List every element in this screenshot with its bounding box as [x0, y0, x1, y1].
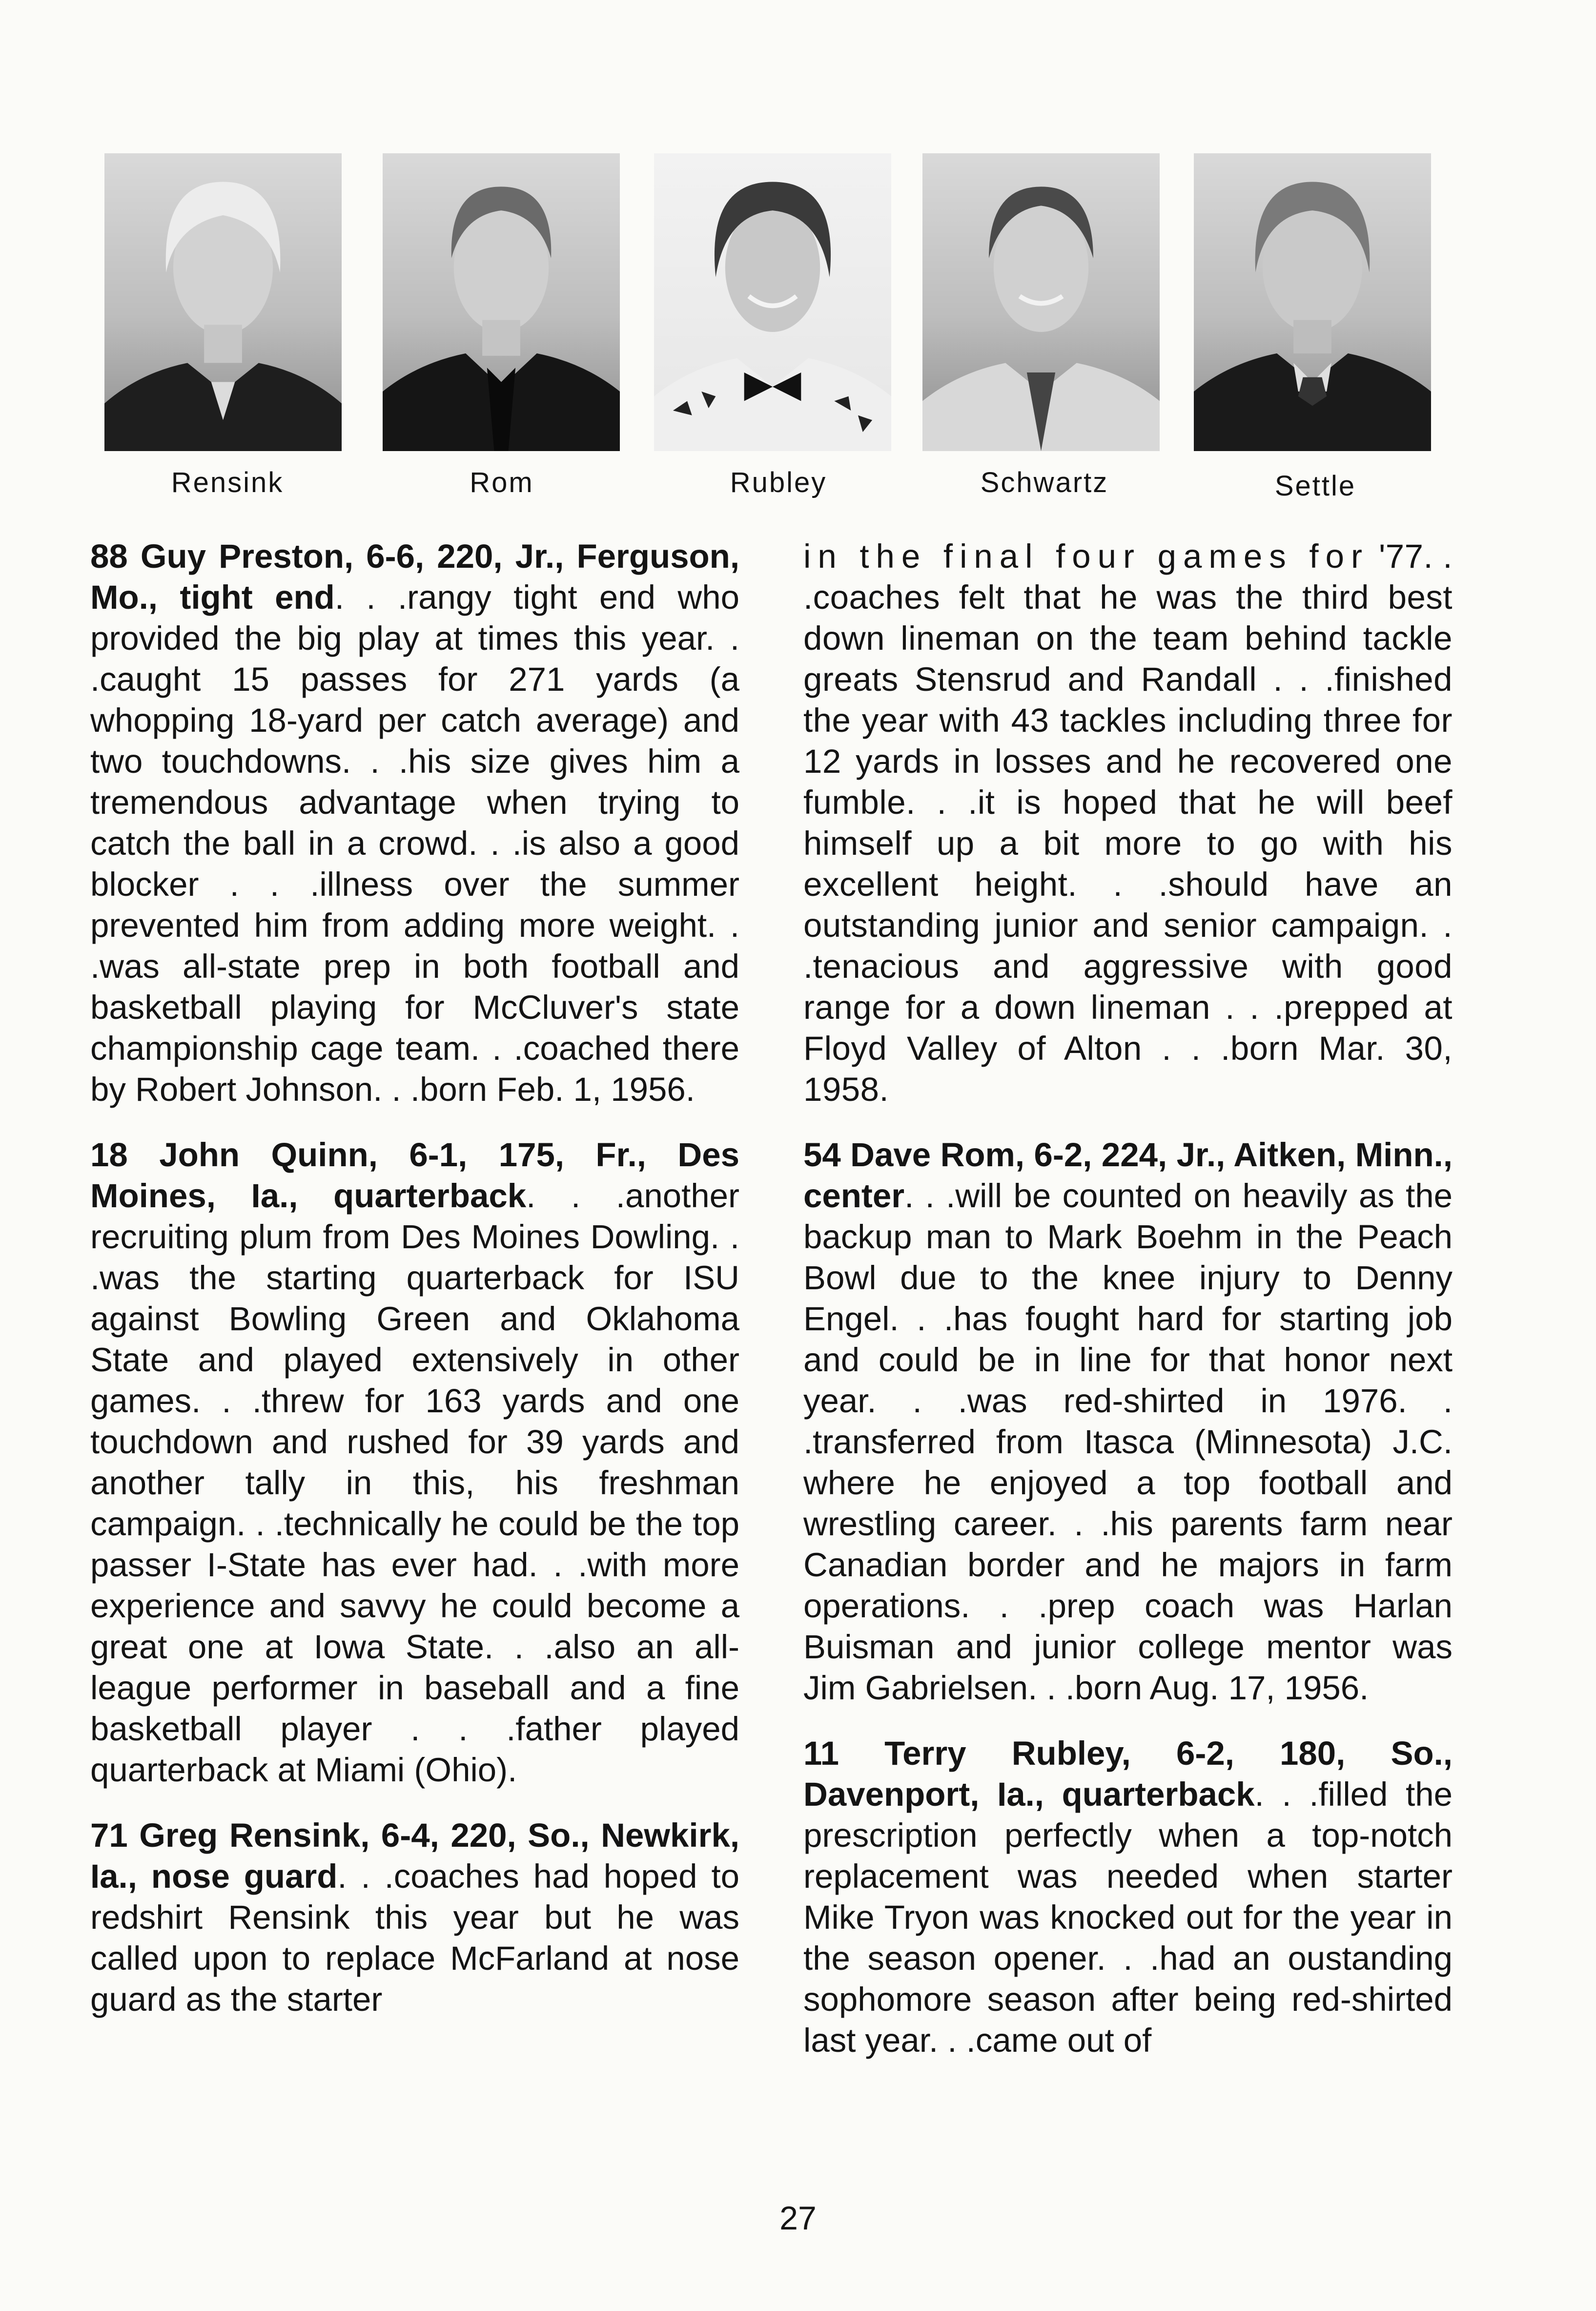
bio-heading: 18 John Quinn, 6-1, 175, Fr., Des Moines, Ia., quarterback	[90, 1136, 739, 1215]
bio-heading: 88 Guy Preston, 6-6, 220, Jr., Ferguson, Mo., tight end	[90, 537, 739, 616]
bio-body: . . .coaches had hoped to redshirt Rensink this year but he was called upon to replace McFarland at nose guard as the starter	[90, 1857, 739, 2018]
caption-rom: Rom	[470, 467, 534, 498]
left-column	[90, 536, 739, 2044]
bio-body: . . .another recruiting plum from Des Moines Dowling. . .was the starting quarterback for ISU against Bowling Green and Oklahoma State and played extensively in other games. . .threw for 163 yards and one touchdown and rushed for 39 yards and another tally in this, his freshman campaign. . .technically he could be the top passer I-State has ever had. . .with more experience and savvy he could become a great one at Iowa State. . .also an all-league performer in baseball and a fine basketball player . . .father played quarterback at Miami (Ohio).	[90, 1177, 739, 1789]
photo-rubley	[654, 153, 891, 451]
caption-settle: Settle	[1274, 470, 1356, 502]
continuation-first-line: in the final four games for	[803, 537, 1369, 575]
continuation-text: '77. . .coaches felt that he was the third best down lineman on the team behind tackle greats Stensrud and Randall . . .finished the year with 43 tackles including three for 12 yards in losses and he recovered one fumble. . .it is hoped that he will beef himself up a bit more to go with his excellent height. . .should have an outstanding junior and senior campaign. . .tenacious and aggressive with good range for a down lineman . . .prepped at Floyd Valley of Alton . . .born Mar. 30, 1958.	[803, 537, 1453, 1108]
photo-rensink	[104, 153, 342, 451]
right-column	[803, 536, 1453, 2085]
photo-settle	[1194, 153, 1431, 451]
bio-greg-rensink	[90, 1815, 739, 2020]
caption-schwartz: Schwartz	[980, 467, 1109, 498]
bio-guy-preston	[90, 536, 739, 1110]
bio-terry-rubley	[803, 1733, 1453, 2061]
bio-body: . . .will be counted on heavily as the backup man to Mark Boehm in the Peach Bowl due to the knee injury to Denny Engel. . .has fought hard for starting job and could be in line for that honor next year. . .was red-shirted in 1976. . .transferred from Itasca (Minnesota) J.C. where he enjoyed a top football and wrestling career. . .his parents farm near Canadian border and he majors in farm operations. . .prep coach was Harlan Buisman and junior college mentor was Jim Gabrielsen. . .born Aug. 17, 1956.	[803, 1177, 1453, 1707]
bio-body: . . .filled the prescription perfectly when a top-notch replacement was needed when starter Mike Tryon was knocked out for the year in the season opener. . .had an oustanding sophomore season after being red-shirted last year. . .came out of	[803, 1775, 1453, 2059]
photo-schwartz	[922, 153, 1160, 451]
bio-heading: 71 Greg Rensink, 6-4, 220, So., Newkirk, Ia., nose guard	[90, 1816, 739, 1895]
photo-rom	[383, 153, 620, 451]
bio-heading: 54 Dave Rom, 6-2, 224, Jr., Aitken, Minn., center	[803, 1136, 1453, 1215]
bio-rensink-continued	[803, 536, 1453, 1110]
page-number: 27	[779, 2200, 817, 2237]
caption-rubley: Rubley	[730, 467, 827, 498]
bio-dave-rom	[803, 1135, 1453, 1709]
bio-heading: 11 Terry Rubley, 6-2, 180, So., Davenport, Ia., quarterback	[803, 1734, 1453, 1813]
caption-rensink: Rensink	[171, 467, 284, 498]
bio-john-quinn	[90, 1135, 739, 1791]
bio-body: . . .rangy tight end who provided the big play at times this year. . .caught 15 passes for 271 yards (a whopping 18-yard per catch average) and two touchdowns. . .his size gives him a tremendous advantage when trying to catch the ball in a crowd. . .is also a good blocker . . .illness over the summer prevented him from adding more weight. . .was all-state prep in both football and basketball playing for McCluver's state championship cage team. . .coached there by Robert Johnson. . .born Feb. 1, 1956.	[90, 578, 739, 1108]
